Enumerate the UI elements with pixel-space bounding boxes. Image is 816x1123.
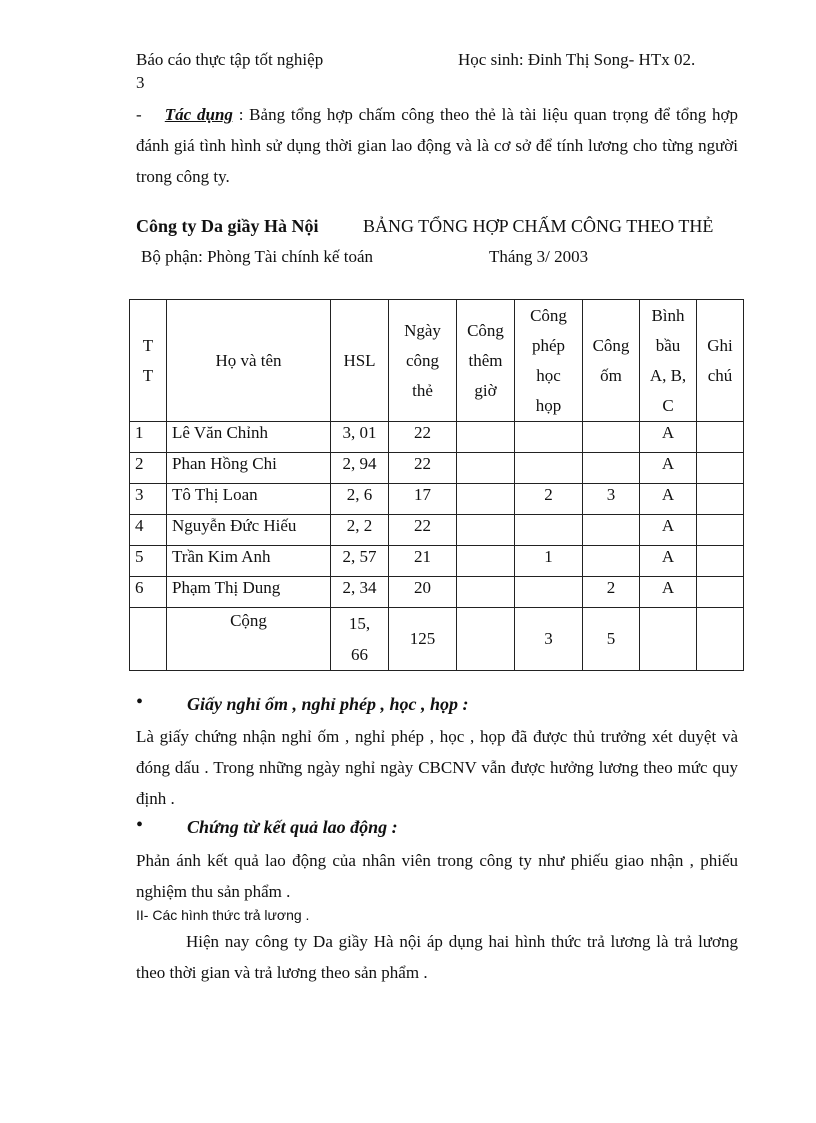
table-total-row	[130, 608, 744, 671]
cell-workdays: 22	[389, 515, 457, 546]
total-hsl: 15, 66	[331, 608, 389, 671]
cell-tt: 2	[130, 453, 167, 484]
attendance-table	[129, 299, 744, 671]
cell-overtime	[457, 515, 515, 546]
table-row	[130, 577, 744, 608]
bullet-icon: •	[136, 814, 144, 836]
intro-paragraph	[136, 99, 738, 192]
total-leave: 3	[515, 608, 583, 671]
total-workdays: 125	[389, 608, 457, 671]
bullet-icon: •	[136, 691, 144, 713]
col-header-sick: Công ốm	[583, 300, 640, 422]
header-right: Học sinh: Đinh Thị Song- HTx 02.	[458, 50, 696, 69]
cell-rating: A	[640, 422, 697, 453]
cell-name: Phan Hồng Chi	[167, 453, 331, 484]
intro-term: Tác dụng	[164, 105, 233, 124]
col-header-rating: Bình bầu A, B, C	[640, 300, 697, 422]
section2-text: Phản ánh kết quả lao động của nhân viên trong công ty như phiếu giao nhận , phiếu nghiệm thu sản phẩm .	[136, 851, 738, 901]
cell-note	[697, 515, 744, 546]
table-row	[130, 515, 744, 546]
col-header-note: Ghi chú	[697, 300, 744, 422]
cell-name: Phạm Thị Dung	[167, 577, 331, 608]
cell-tt: 1	[130, 422, 167, 453]
total-overtime	[457, 608, 515, 671]
col-header-overtime: Công thêm giờ	[457, 300, 515, 422]
table-row	[130, 422, 744, 453]
cell-hsl: 3, 01	[331, 422, 389, 453]
cell-leave: 2	[515, 484, 583, 515]
cell-rating: A	[640, 577, 697, 608]
cell-workdays: 22	[389, 422, 457, 453]
total-note	[697, 608, 744, 671]
total-label: Cộng	[167, 608, 331, 671]
cell-workdays: 21	[389, 546, 457, 577]
table-row	[130, 453, 744, 484]
cell-tt: 5	[130, 546, 167, 577]
cell-name: Nguyễn Đức Hiếu	[167, 515, 331, 546]
cell-name: Lê Văn Chỉnh	[167, 422, 331, 453]
total-sick: 5	[583, 608, 640, 671]
cell-sick: 3	[583, 484, 640, 515]
col-header-name: Họ và tên	[167, 300, 331, 422]
cell-name: Tô Thị Loan	[167, 484, 331, 515]
cell-overtime	[457, 577, 515, 608]
cell-leave	[515, 453, 583, 484]
cell-rating: A	[640, 515, 697, 546]
page-number: 3	[136, 73, 145, 92]
cell-rating: A	[640, 453, 697, 484]
cell-leave: 1	[515, 546, 583, 577]
cell-leave	[515, 515, 583, 546]
cell-name: Trần Kim Anh	[167, 546, 331, 577]
report-month: Tháng 3/ 2003	[489, 247, 589, 266]
intro-dash: -	[136, 105, 142, 124]
section1-heading: Giấy nghỉ ốm , nghỉ phép , học , họp :	[187, 694, 469, 714]
table-header-row	[130, 300, 744, 422]
cell-sick	[583, 546, 640, 577]
total-rating	[640, 608, 697, 671]
section3-heading: II- Các hình thức trả lương .	[136, 907, 310, 923]
col-header-workdays: Ngày công thẻ	[389, 300, 457, 422]
cell-overtime	[457, 422, 515, 453]
section1-text: Là giấy chứng nhận nghỉ ốm , nghỉ phép , học , họp đã được thủ trưởng xét duyệt và đóng dấu . Trong những ngày nghỉ ngày CBCNV vẫn được hưởng lương theo mức quy định .	[136, 727, 738, 808]
section2-heading: Chứng từ kết quả lao động :	[187, 817, 398, 837]
cell-leave	[515, 577, 583, 608]
cell-hsl: 2, 2	[331, 515, 389, 546]
intro-text: : Bảng tổng hợp chấm công theo thẻ là tài liệu quan trọng để tổng hợp đánh giá tình hình sử dụng thời gian lao động và là cơ sở để tính lương cho từng người trong công ty.	[136, 105, 738, 186]
cell-workdays: 17	[389, 484, 457, 515]
cell-rating: A	[640, 546, 697, 577]
cell-sick	[583, 515, 640, 546]
cell-workdays: 20	[389, 577, 457, 608]
cell-workdays: 22	[389, 453, 457, 484]
table-row	[130, 484, 744, 515]
col-header-leave: Công phép học họp	[515, 300, 583, 422]
col-header-hsl: HSL	[331, 300, 389, 422]
cell-overtime	[457, 453, 515, 484]
cell-hsl: 2, 94	[331, 453, 389, 484]
cell-tt: 6	[130, 577, 167, 608]
department: Bộ phận: Phòng Tài chính kế toán	[141, 247, 373, 266]
cell-note	[697, 453, 744, 484]
cell-tt: 4	[130, 515, 167, 546]
header-left: Báo cáo thực tập tốt nghiệp	[136, 50, 324, 69]
company-name: Công ty Da giầy Hà Nội	[136, 216, 319, 236]
cell-note	[697, 546, 744, 577]
section3-text: Hiện nay công ty Da giầy Hà nội áp dụng hai hình thức trả lương là trả lương theo thời gian và trả lương theo sản phẩm .	[136, 932, 738, 982]
col-header-tt: T T	[130, 300, 167, 422]
cell-note	[697, 484, 744, 515]
cell-hsl: 2, 57	[331, 546, 389, 577]
cell-sick	[583, 422, 640, 453]
cell-hsl: 2, 6	[331, 484, 389, 515]
cell-rating: A	[640, 484, 697, 515]
cell-note	[697, 422, 744, 453]
cell-note	[697, 577, 744, 608]
report-title: BẢNG TỔNG HỢP CHẤM CÔNG THEO THẺ	[363, 216, 714, 236]
cell-overtime	[457, 484, 515, 515]
cell-sick	[583, 453, 640, 484]
cell-tt	[130, 608, 167, 671]
cell-hsl: 2, 34	[331, 577, 389, 608]
table-row	[130, 546, 744, 577]
cell-tt: 3	[130, 484, 167, 515]
cell-sick: 2	[583, 577, 640, 608]
cell-overtime	[457, 546, 515, 577]
cell-leave	[515, 422, 583, 453]
